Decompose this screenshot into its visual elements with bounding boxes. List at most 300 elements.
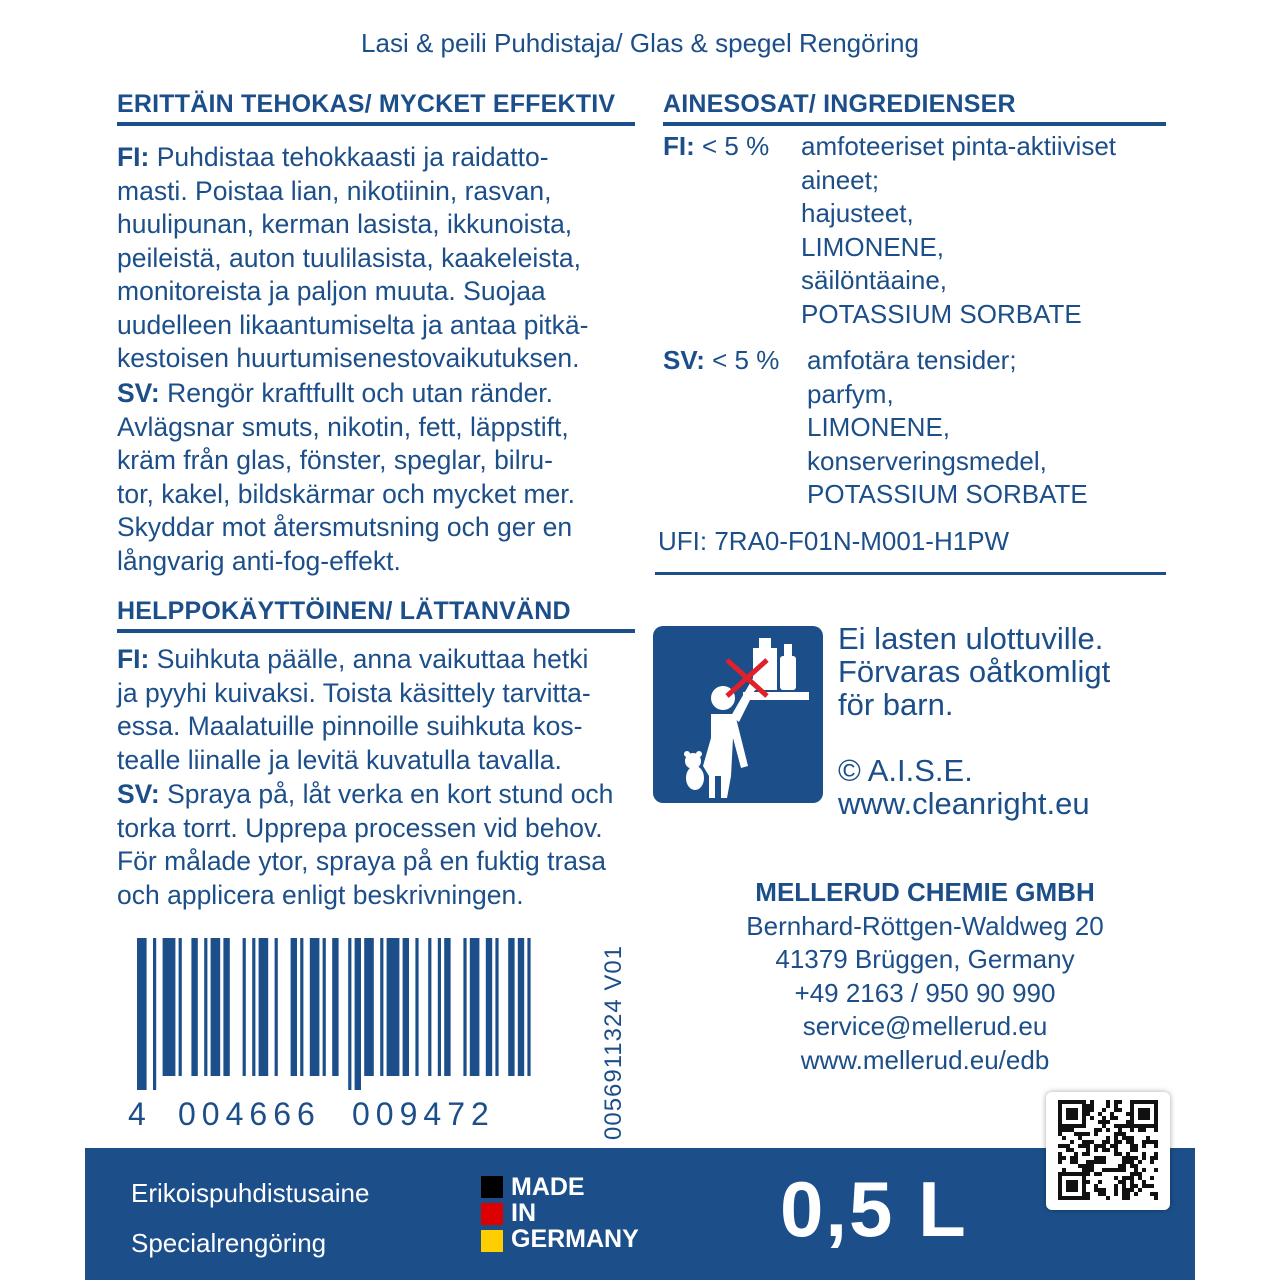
qr-module: [1122, 1184, 1126, 1188]
qr-module: [1082, 1144, 1086, 1148]
qr-module: [1106, 1100, 1110, 1104]
qr-module: [1122, 1196, 1126, 1200]
qr-module: [1078, 1124, 1082, 1128]
qr-module: [1118, 1168, 1122, 1172]
qr-module: [1130, 1148, 1134, 1152]
qr-module: [1154, 1100, 1158, 1104]
category-sv: Specialrengöring: [131, 1228, 327, 1258]
qr-module: [1082, 1192, 1086, 1196]
qr-module: [1142, 1124, 1146, 1128]
barcode-bar: [495, 938, 498, 1076]
qr-module: [1150, 1156, 1154, 1160]
qr-code[interactable]: [1046, 1092, 1170, 1210]
qr-module: [1070, 1156, 1074, 1160]
qr-module: [1074, 1188, 1078, 1192]
qr-module: [1134, 1156, 1138, 1160]
qr-module: [1074, 1180, 1078, 1184]
qr-module: [1146, 1136, 1150, 1140]
qr-module: [1090, 1116, 1094, 1120]
qr-module: [1086, 1196, 1090, 1200]
sv-label: SV:: [117, 378, 160, 408]
qr-module: [1082, 1140, 1086, 1144]
qr-module: [1102, 1108, 1106, 1112]
qr-module: [1066, 1108, 1070, 1112]
qr-module: [1086, 1192, 1090, 1196]
qr-module: [1066, 1188, 1070, 1192]
qr-module: [1122, 1168, 1126, 1172]
keep-out-of-reach-of-children-icon: [653, 626, 823, 803]
qr-module: [1058, 1152, 1062, 1156]
qr-module: [1082, 1180, 1086, 1184]
company-web[interactable]: www.mellerud.eu/edb: [800, 1044, 1050, 1075]
qr-module: [1154, 1108, 1158, 1112]
qr-module: [1086, 1112, 1090, 1116]
qr-module: [1066, 1124, 1070, 1128]
barcode-bar: [518, 938, 524, 1076]
qr-module: [1106, 1128, 1110, 1132]
qr-module: [1090, 1164, 1094, 1168]
qr-module: [1058, 1160, 1062, 1164]
cleanright-link[interactable]: www.cleanright.eu: [838, 786, 1090, 821]
qr-module: [1074, 1108, 1078, 1112]
company-name: MELLERUD CHEMIE GMBH: [755, 877, 1095, 907]
qr-module: [1114, 1168, 1118, 1172]
qr-module: [1078, 1132, 1082, 1136]
ingredients-sv: SV: < 5 % amfotära tensider; parfym, LIMONENE, konserveringsmedel, POTASSIUM SORBATE: [663, 344, 1173, 519]
ingredients-rule: [663, 122, 1166, 126]
company-email[interactable]: service@mellerud.eu: [802, 1011, 1048, 1041]
qr-module: [1118, 1164, 1122, 1168]
qr-module: [1078, 1164, 1082, 1168]
qr-module: [1114, 1148, 1118, 1152]
qr-module: [1142, 1116, 1146, 1120]
qr-module: [1102, 1144, 1106, 1148]
qr-module: [1154, 1168, 1158, 1172]
qr-module: [1094, 1132, 1098, 1136]
category-fi: Erikoispuhdistusaine: [131, 1178, 370, 1208]
qr-module: [1138, 1100, 1142, 1104]
barcode-bar: [323, 938, 326, 1076]
ingredients-heading: AINESOSAT/ INGREDIENSER: [663, 90, 1016, 118]
qr-module: [1154, 1140, 1158, 1144]
usage-fi-text: FI: Suihkuta päälle, anna vaikuttaa hetki ja pyyhi kuivaksi. Toista käsittely tarvitta- essa. Maalatuille pinnoille suihkuta kos- tealle liinalle ja levitä kuvatulla tavalla.: [117, 644, 591, 775]
article-code-vertical: 0056911324 V01: [600, 944, 627, 1140]
qr-module: [1106, 1168, 1110, 1172]
qr-module: [1146, 1100, 1150, 1104]
qr-module: [1138, 1160, 1142, 1164]
qr-module: [1134, 1164, 1138, 1168]
qr-module: [1098, 1188, 1102, 1192]
qr-module: [1066, 1128, 1070, 1132]
qr-module: [1078, 1172, 1082, 1176]
qr-module: [1070, 1108, 1074, 1112]
qr-module: [1082, 1132, 1086, 1136]
qr-module: [1058, 1108, 1062, 1112]
qr-module: [1094, 1156, 1098, 1160]
qr-module: [1126, 1112, 1130, 1116]
qr-module: [1130, 1120, 1134, 1124]
qr-module: [1086, 1132, 1090, 1136]
qr-module: [1058, 1124, 1062, 1128]
barcode-bar: [191, 938, 197, 1076]
qr-module: [1126, 1188, 1130, 1192]
qr-module: [1114, 1184, 1118, 1188]
qr-module: [1138, 1108, 1142, 1112]
qr-module: [1082, 1116, 1086, 1120]
qr-module: [1146, 1140, 1150, 1144]
qr-module: [1058, 1176, 1062, 1180]
qr-module: [1102, 1192, 1106, 1196]
qr-module: [1102, 1148, 1106, 1152]
qr-module: [1106, 1120, 1110, 1124]
fi-label: FI:: [117, 142, 150, 172]
qr-module: [1142, 1180, 1146, 1184]
barcode-group-2: 009472: [352, 1096, 495, 1132]
qr-module: [1110, 1168, 1114, 1172]
qr-module: [1130, 1164, 1134, 1168]
qr-module: [1066, 1172, 1070, 1176]
qr-module: [1066, 1112, 1070, 1116]
qr-module: [1102, 1160, 1106, 1164]
qr-module: [1106, 1104, 1110, 1108]
qr-module: [1130, 1124, 1134, 1128]
qr-module: [1142, 1112, 1146, 1116]
qr-module: [1070, 1112, 1074, 1116]
qr-module: [1122, 1164, 1126, 1168]
qr-module: [1082, 1164, 1086, 1168]
barcode-bar: [275, 938, 278, 1076]
qr-module: [1078, 1100, 1082, 1104]
qr-module: [1062, 1136, 1066, 1140]
qr-module: [1062, 1196, 1066, 1200]
barcode-bar: [332, 938, 338, 1076]
qr-module: [1062, 1124, 1066, 1128]
qr-module: [1098, 1144, 1102, 1148]
qr-module: [1078, 1196, 1082, 1200]
qr-module: [1130, 1140, 1134, 1144]
qr-module: [1102, 1116, 1106, 1120]
qr-module: [1154, 1112, 1158, 1116]
qr-module: [1094, 1148, 1098, 1152]
barcode-bar: [348, 938, 351, 1090]
qr-module: [1130, 1104, 1134, 1108]
qr-module: [1102, 1168, 1106, 1172]
flag-red: [481, 1203, 503, 1225]
barcode-bar: [252, 938, 255, 1076]
qr-module: [1058, 1144, 1062, 1148]
qr-module: [1126, 1160, 1130, 1164]
aise-copyright: © A.I.S.E.: [838, 753, 973, 788]
qr-module: [1114, 1132, 1118, 1136]
qr-module: [1126, 1192, 1130, 1196]
qr-module: [1082, 1172, 1086, 1176]
effective-rule: [117, 122, 635, 126]
qr-module: [1062, 1156, 1066, 1160]
child-warning-text: Ei lasten ulottuville. Förvaras oåtkomligt för barn.: [838, 621, 1111, 722]
qr-module: [1098, 1120, 1102, 1124]
barcode-first-digit: 4: [128, 1096, 148, 1132]
qr-module: [1122, 1132, 1126, 1136]
qr-module: [1074, 1184, 1078, 1188]
qr-module: [1142, 1152, 1146, 1156]
barcode-bar: [163, 938, 176, 1076]
qr-module: [1146, 1184, 1150, 1188]
qr-module: [1086, 1152, 1090, 1156]
qr-module: [1102, 1124, 1106, 1128]
qr-module: [1086, 1104, 1090, 1108]
qr-module: [1146, 1112, 1150, 1116]
qr-module: [1146, 1116, 1150, 1120]
qr-module: [1130, 1116, 1134, 1120]
qr-module: [1114, 1124, 1118, 1128]
qr-module: [1114, 1136, 1118, 1140]
qr-module: [1118, 1100, 1122, 1104]
barcode-bar: [438, 938, 441, 1076]
effective-fi-text: FI: Puhdistaa tehokkaasti ja raidatto- masti. Poistaa lian, nikotiinin, rasvan, huulipunan, kerman lasista, ikkunoista, peileistä, auton tuulilasista, kaakeleista, monitoreista ja paljon muuta. Suojaa uudelleen likaantumiselta ja antaa pitkä- kestoisen huurtumisenestovaikutuksen.: [117, 142, 589, 373]
qr-module: [1070, 1172, 1074, 1176]
qr-module: [1154, 1144, 1158, 1148]
volume: 0,5 L: [780, 1165, 968, 1253]
qr-module: [1082, 1176, 1086, 1180]
qr-module: [1150, 1160, 1154, 1164]
barcode-bar: [310, 938, 320, 1076]
qr-module: [1130, 1108, 1134, 1112]
qr-module: [1106, 1136, 1110, 1140]
qr-module: [1062, 1128, 1066, 1132]
qr-module: [1094, 1160, 1098, 1164]
qr-module: [1094, 1128, 1098, 1132]
qr-module: [1070, 1148, 1074, 1152]
qr-module: [1122, 1192, 1126, 1196]
qr-module: [1114, 1144, 1118, 1148]
qr-module: [1098, 1180, 1102, 1184]
qr-module: [1126, 1120, 1130, 1124]
qr-module: [1154, 1116, 1158, 1120]
qr-module: [1130, 1144, 1134, 1148]
qr-module: [1058, 1104, 1062, 1108]
qr-module: [1074, 1132, 1078, 1136]
qr-module: [1130, 1128, 1134, 1132]
qr-module: [1102, 1120, 1106, 1124]
qr-module: [1066, 1196, 1070, 1200]
barcode-bar: [463, 938, 466, 1076]
ufi-code: UFI: 7RA0-F01N-M001-H1PW: [658, 526, 1010, 556]
qr-module: [1102, 1156, 1106, 1160]
qr-module: [1130, 1100, 1134, 1104]
qr-module: [1098, 1160, 1102, 1164]
barcode-bar: [223, 938, 229, 1076]
qr-module: [1098, 1156, 1102, 1160]
barcode-bar: [204, 938, 207, 1076]
qr-module: [1114, 1152, 1118, 1156]
qr-module: [1058, 1156, 1062, 1160]
qr-module: [1122, 1124, 1126, 1128]
qr-module: [1058, 1184, 1062, 1188]
qr-module: [1062, 1100, 1066, 1104]
qr-module: [1090, 1168, 1094, 1172]
qr-module: [1098, 1172, 1102, 1176]
qr-module: [1086, 1172, 1090, 1176]
ingredients-fi-list: amfoteeriset pinta-aktiiviset aineet; hajusteet, LIMONENE, säilöntäaine, POTASSIUM SORBATE: [801, 131, 1117, 329]
barcode-bar: [508, 938, 514, 1076]
barcode-bar: [527, 938, 530, 1076]
qr-module: [1070, 1140, 1074, 1144]
ufi-rule: [655, 572, 1166, 575]
qr-module: [1058, 1188, 1062, 1192]
usage-sv-text: SV: Spraya på, låt verka en kort stund och torka torrt. Upprepa processen vid behov. För målade ytor, spraya på en fuktig trasa och applicera enligt beskrivningen.: [117, 779, 614, 910]
qr-module: [1086, 1148, 1090, 1152]
qr-module: [1058, 1100, 1062, 1104]
qr-module: [1138, 1116, 1142, 1120]
qr-module: [1058, 1180, 1062, 1184]
qr-module: [1142, 1108, 1146, 1112]
qr-module: [1134, 1148, 1138, 1152]
qr-module: [1126, 1124, 1130, 1128]
qr-module: [1154, 1156, 1158, 1160]
qr-module: [1130, 1176, 1134, 1180]
qr-module: [1066, 1100, 1070, 1104]
qr-module: [1118, 1180, 1122, 1184]
barcode-bar: [291, 938, 297, 1076]
qr-module: [1094, 1188, 1098, 1192]
qr-module: [1154, 1120, 1158, 1124]
qr-module: [1134, 1124, 1138, 1128]
qr-module: [1062, 1172, 1066, 1176]
qr-module: [1142, 1184, 1146, 1188]
qr-module: [1130, 1160, 1134, 1164]
product-title: Lasi & peili Puhdistaja/ Glas & spegel Rengöring: [361, 28, 919, 58]
qr-module: [1110, 1116, 1114, 1120]
qr-module: [1122, 1136, 1126, 1140]
qr-module: [1154, 1104, 1158, 1108]
flag-gold: [481, 1230, 503, 1252]
barcode-bar: [243, 938, 246, 1076]
made-in-germany: MADE IN GERMANY: [511, 1173, 639, 1253]
qr-module: [1082, 1120, 1086, 1124]
qr-module: [1142, 1128, 1146, 1132]
qr-module: [1134, 1100, 1138, 1104]
qr-module: [1142, 1156, 1146, 1160]
qr-module: [1070, 1124, 1074, 1128]
qr-module: [1082, 1124, 1086, 1128]
qr-module: [1074, 1196, 1078, 1200]
qr-module: [1118, 1108, 1122, 1112]
qr-module: [1090, 1104, 1094, 1108]
barcode-bar: [403, 938, 409, 1076]
qr-module: [1114, 1116, 1118, 1120]
qr-module: [1146, 1124, 1150, 1128]
usage-heading: HELPPOKÄYTTÖINEN/ LÄTTANVÄND: [117, 597, 571, 625]
qr-module: [1086, 1168, 1090, 1172]
qr-module: [1134, 1172, 1138, 1176]
qr-module: [1070, 1188, 1074, 1192]
qr-module: [1126, 1152, 1130, 1156]
qr-module: [1070, 1180, 1074, 1184]
qr-module: [1114, 1104, 1118, 1108]
qr-module: [1070, 1128, 1074, 1132]
qr-module: [1098, 1192, 1102, 1196]
qr-module: [1082, 1104, 1086, 1108]
qr-module: [1078, 1136, 1082, 1140]
qr-module: [1130, 1112, 1134, 1116]
qr-module: [1122, 1188, 1126, 1192]
qr-module: [1058, 1116, 1062, 1120]
qr-module: [1070, 1196, 1074, 1200]
qr-module: [1062, 1168, 1066, 1172]
qr-module: [1134, 1144, 1138, 1148]
barcode-bar: [259, 938, 269, 1076]
qr-module: [1058, 1196, 1062, 1200]
qr-module: [1098, 1128, 1102, 1132]
qr-module: [1122, 1156, 1126, 1160]
qr-module: [1126, 1176, 1130, 1180]
company-address: MELLERUD CHEMIE GMBH Bernhard-Röttgen-Waldweg 20 41379 Brüggen, Germany +49 2163 / 950 90 990 service@mellerud.eu www.mellerud.eu/edb: [700, 876, 1150, 1077]
qr-module: [1142, 1168, 1146, 1172]
qr-module: [1138, 1124, 1142, 1128]
qr-module: [1134, 1192, 1138, 1196]
qr-module: [1058, 1172, 1062, 1176]
qr-module: [1122, 1160, 1126, 1164]
usage-rule: [117, 629, 635, 633]
qr-module: [1090, 1160, 1094, 1164]
qr-module: [1130, 1188, 1134, 1192]
effective-sv-text: SV: Rengör kraftfullt och utan ränder. Avlägsnar smuts, nikotin, fett, läppstift, kräm från glas, fönster, speglar, bilru- tor, kakel, bildskärmar och mycket mer. Skyddar mot återsmutsning och ger en långvarig anti-fog-effekt.: [117, 378, 576, 576]
qr-module: [1070, 1100, 1074, 1104]
qr-module: [1082, 1152, 1086, 1156]
qr-module: [1126, 1136, 1130, 1140]
qr-module: [1090, 1108, 1094, 1112]
qr-module: [1122, 1176, 1126, 1180]
qr-module: [1066, 1144, 1070, 1148]
qr-module: [1074, 1112, 1078, 1116]
qr-module: [1098, 1112, 1102, 1116]
qr-module: [1086, 1144, 1090, 1148]
barcode: [135, 938, 535, 1090]
qr-module: [1066, 1184, 1070, 1188]
qr-module: [1058, 1120, 1062, 1124]
qr-module: [1086, 1160, 1090, 1164]
barcode-bar: [300, 938, 303, 1076]
ingredients-fi: FI: < 5 % amfoteeriset pinta-aktiiviset aineet; hajusteet, LIMONENE, säilöntäaine, POTASSIUM SORBATE: [663, 130, 1173, 340]
qr-module: [1082, 1100, 1086, 1104]
qr-module: [1074, 1156, 1078, 1160]
qr-module: [1114, 1176, 1118, 1180]
qr-module: [1114, 1108, 1118, 1112]
qr-module: [1070, 1116, 1074, 1120]
qr-module: [1154, 1152, 1158, 1156]
qr-module: [1126, 1140, 1130, 1144]
ingredients-sv-list: amfotära tensider; parfym, LIMONENE, konserveringsmedel, POTASSIUM SORBATE: [807, 345, 1088, 509]
qr-module: [1094, 1144, 1098, 1148]
barcode-bar: [428, 938, 431, 1076]
qr-module: [1118, 1140, 1122, 1144]
qr-module: [1074, 1124, 1078, 1128]
qr-module: [1154, 1128, 1158, 1132]
qr-module: [1114, 1188, 1118, 1192]
qr-module: [1058, 1112, 1062, 1116]
qr-module: [1130, 1184, 1134, 1188]
qr-module: [1086, 1140, 1090, 1144]
qr-module: [1086, 1164, 1090, 1168]
qr-module: [1114, 1140, 1118, 1144]
qr-module: [1126, 1196, 1130, 1200]
qr-module: [1114, 1100, 1118, 1104]
qr-module: [1134, 1168, 1138, 1172]
barcode-bar: [137, 938, 147, 1090]
barcode-bar: [380, 938, 383, 1076]
qr-module: [1146, 1108, 1150, 1112]
qr-module: [1074, 1160, 1078, 1164]
